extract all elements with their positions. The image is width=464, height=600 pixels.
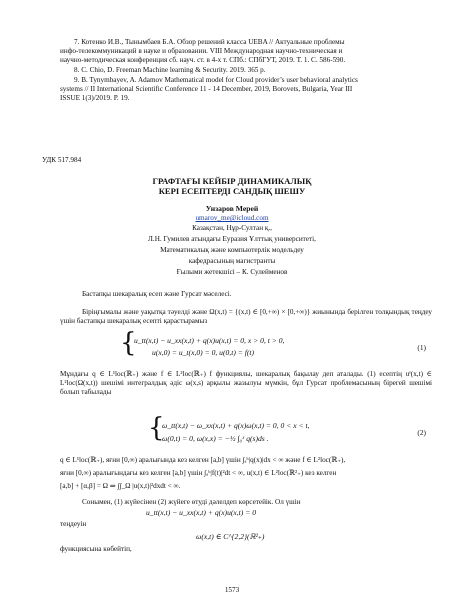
affiliation-line-3: Математикалық және компьютерлік модельдеу [160, 246, 304, 254]
article-title-line-1: ГРАФТАҒЫ КЕЙБІР ДИНАМИКАЛЫҚ [152, 176, 312, 186]
reference-8: 8. C. Chio, D. Freeman Machine learning & Security. 2019. 365 p. [74, 66, 266, 74]
udk-code: УДК 517.984 [42, 156, 82, 164]
reference-7 [60, 38, 430, 65]
page-number: 1573 [224, 586, 240, 594]
intro-paragraph: Біріңғымалы және уақытқа тәуелді және Ω(x,t) = {(x,t) ∈ [0,+∞) × [0,+∞)} жиынында берілген толқындық теңдеу үшін бастапқы шекаралық есепті қарастырамыз [60, 308, 432, 326]
reference-9-line-1: 9. B. Tynymbayev, A. Adamov Mathematical model for Cloud provider’s user behavioral analytics [74, 76, 358, 84]
paragraph-3-line-3: [a,b] + [α,β] = Ω ⇒ ∫∫_Ω |u(x,t)|²dxdt < ∞. [60, 482, 181, 490]
equation-1-line-1: u_tt(x,t) − u_xx(x,t) + q(x)u(x,t) = 0, x > 0, t > 0, [134, 336, 285, 345]
equation-2-brace: { [148, 413, 165, 443]
reference-7-line-1: 7. Котенко И.В., Тынымбаев Б.А. Обзор решений класса UEBA // Актуальные проблемы [74, 38, 345, 46]
section-heading: Бастапқы шекаралық есеп және Гурсат мәселесі. [82, 290, 232, 298]
equation-1-number: (1) [417, 343, 426, 352]
paragraph-3-line-1: q ∈ L¹loc(ℝ₊), яғни [0,∞) аралығында кез келген [a,b] үшін ∫ₐᵇ|q(x)|dx < ∞ және f ∈ L²loc(ℝ₊), [60, 456, 346, 464]
author-email-link[interactable]: umarov_me@icloud.com [195, 214, 269, 222]
equation-1-brace: { [120, 328, 137, 358]
equation-1-line-2: u(x,0) = u_t(x,0) = 0, u(0,t) = f(t) [152, 348, 255, 357]
equation-2-number: (2) [417, 428, 426, 437]
paragraph-4-line-1: Сонымен, (1) жүйесінен (2) жүйеге өтуді дәлелдеп көрсетейік. Ол үшін [82, 498, 301, 506]
paragraph-3-line-2: яғни [0,∞) аралығындағы кез келген [a,b] үшін ∫ₐᵇ|f(t)|²dt < ∞, u(x,t) ∈ L²loc(ℝ²₊) кез келген [60, 469, 337, 477]
author-name: Унзаров Мерей [205, 204, 259, 213]
paragraph-2: Мұндағы q ∈ L¹loc(ℝ₊) және f ∈ L²loc(ℝ₊) f функциялы, шекаралық бақылау деп аталады. (1) есептің uᶠ(x,t) ∈ L²loc(Ω(x,t)) шешімі интегралдық әдіс ω(x,s) арқылы жазылуы мүмкін, бұл Гурсат проблемасының бірегей шешімі болып табылады [60, 370, 432, 397]
author-email[interactable] [0, 214, 464, 223]
equation-2-line-2: ω(0,t) = 0, ω(x,x) = −½ ∫₀ˣ q(s)ds . [162, 434, 269, 443]
affiliation-line-1: Казақстан, Нұр-Султан қ., [192, 224, 272, 232]
reference-9-line-2: systems // II International Scientific Conference 11 - 14 December, 2019, Borovets, Bulgaria, Year III [60, 85, 353, 93]
equation-3: u_tt(x,t) − u_xx(x,t) + q(x)u(x,t) = 0 [146, 508, 257, 517]
affiliation-line-2: Л.Н. Гумилев атындағы Еуразия Ұлттық университеті, [148, 235, 316, 243]
reference-9 [60, 76, 430, 103]
paragraph-4-line-2: теңдеуін [60, 520, 87, 528]
reference-9-line-3: ISSUE 1(3)/2019. P. 19. [60, 94, 130, 102]
reference-7-line-2: инфо-телекоммуникаций в науке и образовании. VIII Международная научно-техническая и [60, 47, 343, 55]
paragraph-4-line-3: функциясына көбейтіп, [60, 545, 132, 553]
equation-2-line-1: ω_tt(x,t) − ω_xx(x,t) + q(x)ω(x,t) = 0, 0 < x < t, [162, 421, 310, 430]
equation-4: ω(x,t) ∈ C^{2,2}(ℝ²₊) [196, 532, 265, 541]
reference-7-line-3: научно-методическая конференция сб. науч. ст. в 4-х т. СПб.: СПбГУТ, 2019. Т. 1. С. 586-590. [60, 56, 346, 64]
affiliation-line-4: кафедрасының магистранты [188, 257, 276, 265]
supervisor-line: Ғылыми жетекшісі – К. Сулейменов [176, 268, 288, 276]
article-title-line-2: КЕРІ ЕСЕПТЕРДІ САНДЫҚ ШЕШУ [158, 186, 306, 196]
